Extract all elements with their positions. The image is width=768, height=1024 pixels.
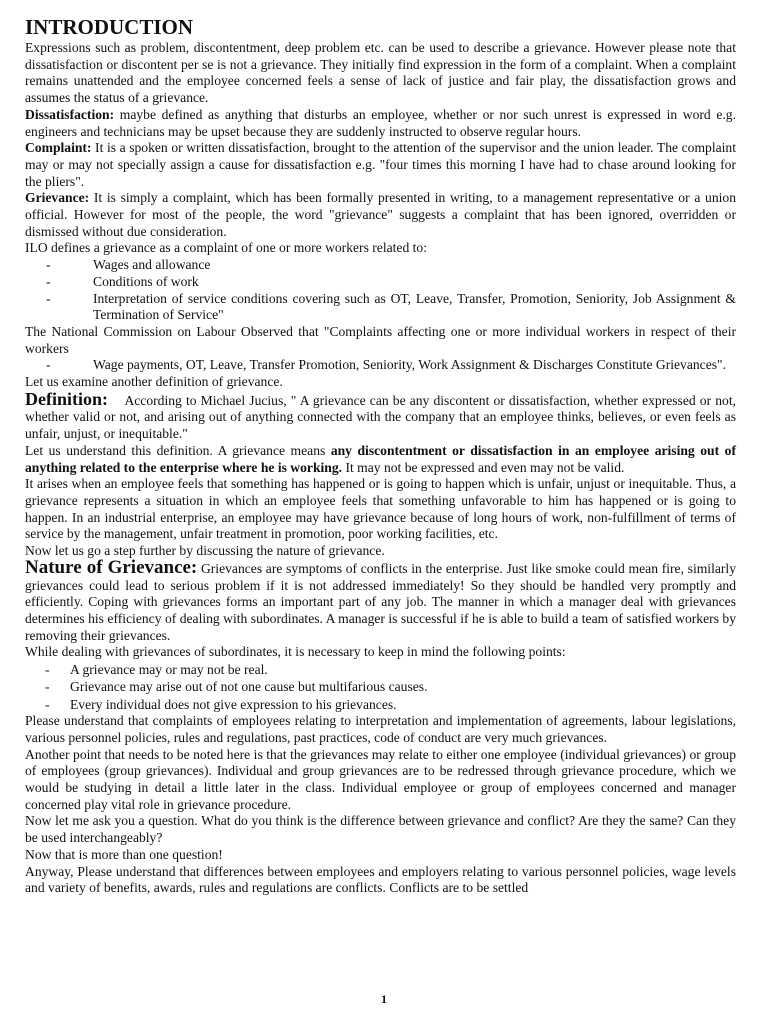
step-further-line: Now let us go a step further by discussing the nature of grievance. <box>25 543 385 559</box>
understand-bold: any discontentment or dissatisfaction in an employee arising out of anything related to the enterprise where he is working. <box>25 442 736 475</box>
complaint-text: It is a spoken or written dissatisfaction, brought to the attention of the supervisor and the union leader. The complaint may or may not specially assign a cause for dissatisfaction e.g. "four times this morning I have had to chase around looking for the pliers". <box>25 140 736 189</box>
definition-paragraph <box>25 388 736 443</box>
nature-text: Grievances are symptoms of conflicts in the enterprise. Just like smoke could mean fire, similarly grievances could lead to serious problem if it is not addressed immediately! So they should be handled very promptly and efficiently. Coping with grievances forms an important part of any job. The manner in which a manager deal with grievances determines his efficiency of dealing with subordinates. A manager is successful if he is able to build a team of satisfied workers by removing their grievances. <box>25 560 736 643</box>
points-list <box>25 661 736 713</box>
complaint-term: Complaint: <box>25 140 92 156</box>
anyway-paragraph: Anyway, Please understand that differences between employees and employers relating to various personnel policies, wage levels and variety of benefits, awards, rules and regulations are conflicts. Conflicts are to be settled <box>25 863 736 896</box>
grievance-paragraph <box>25 190 736 240</box>
list-item <box>25 257 736 274</box>
arises-paragraph: It arises when an employee feels that something has happened or is going to happen which is unfair, unjust or inequitable. Thus, a grievance represents a situation in which an employee feels that something unfavorable to him has happened or is going to happen. In an industrial enterprise, an employee may have grievance because of long hours of work, non-fulfillment of terms of service by the management, unfair treatment in promotion, poor working facilities, etc. <box>25 476 736 542</box>
list-item <box>25 274 736 291</box>
list-item <box>25 291 736 324</box>
points-intro: While dealing with grievances of subordinates, it is necessary to keep in mind the following points: <box>25 644 566 660</box>
understand-tail: It may not be expressed and even may not be valid. <box>342 459 625 475</box>
list-item-text: Interpretation of service conditions covering such as OT, Leave, Transfer, Promotion, Seniority, Job Assignment & Termination of Service" <box>93 290 736 323</box>
list-item <box>25 696 736 713</box>
dash-marker: - <box>45 679 50 695</box>
more-than-one-line: Now that is more than one question! <box>25 846 223 862</box>
intro-paragraph: Expressions such as problem, discontentment, deep problem etc. can be used to describe a grievance. However please note that dissatisfaction or discontent per se is not a grievance. They initially find expression in the form of a complaint. When a complaint remains unattended and the employee concerned feels a sense of lack of justice and fair play, the dissatisfaction grows and assumes the status of a grievance. <box>25 40 736 106</box>
list-item-text: Every individual does not give expression to his grievances. <box>70 696 397 712</box>
dash-marker: - <box>45 696 50 712</box>
commission-list <box>25 357 736 374</box>
document-page <box>25 14 736 897</box>
dash-marker: - <box>46 257 51 273</box>
complaint-paragraph <box>25 140 736 190</box>
understand-lead: Let us understand this definition. A grievance means <box>25 442 331 458</box>
question-paragraph: Now let me ask you a question. What do you think is the difference between grievance and conflict? Are they the same? Can they be used interchangeably? <box>25 813 736 846</box>
list-item-text: Grievance may arise out of not one cause but multifarious causes. <box>70 679 428 695</box>
page-number: 1 <box>381 992 387 1006</box>
list-item <box>25 661 736 678</box>
dissatisfaction-term: Dissatisfaction: <box>25 106 115 122</box>
definition-text: According to Michael Jucius, " A grievance can be any discontent or dissatisfaction, whether expressed or not, whether valid or not, and arising out of anything connected with the company that an employee thinks, believes, or even feels as unfair, unjust, or inequitable." <box>25 392 736 442</box>
dissatisfaction-paragraph <box>25 107 736 140</box>
definition-term: Definition: <box>25 388 108 409</box>
dash-marker: - <box>46 357 51 373</box>
grievance-term: Grievance: <box>25 190 90 206</box>
examine-line: Let us examine another definition of grievance. <box>25 374 283 390</box>
dash-marker: - <box>46 290 51 306</box>
complaints-paragraph: Please understand that complaints of employees relating to interpretation and implementation of agreements, labour legislations, various personnel policies, rules and regulations, past practices, code of conduct are very much grievances. <box>25 713 736 745</box>
list-item <box>25 357 736 374</box>
list-item-text: Wage payments, OT, Leave, Transfer Promotion, Seniority, Work Assignment & Discharges Constitute Grievances". <box>93 357 726 373</box>
dash-marker: - <box>45 662 50 678</box>
list-item <box>25 678 736 695</box>
dissatisfaction-text: maybe defined as anything that disturbs an employee, whether or nor such unrest is expressed in word e.g. engineers and technicians may be upset because they are suddenly instructed to observe regular hours. <box>25 106 736 139</box>
list-item-text: A grievance may or may not be real. <box>70 662 268 678</box>
understand-paragraph <box>25 443 736 476</box>
nature-paragraph <box>25 556 736 645</box>
dash-marker: - <box>46 273 51 289</box>
list-item-text: Conditions of work <box>93 273 199 289</box>
ilo-list <box>25 257 736 324</box>
page-title: INTRODUCTION <box>25 15 194 39</box>
another-point-paragraph: Another point that needs to be noted here is that the grievances may relate to either one employee (individual grievances) or group of employees (group grievances). Individual and group grievances are to be redressed through grievance procedure, which we would be studying in detail a little later in the class. Individual employee or group of employees concerned and manager concerned play vital role in grievance procedure. <box>25 746 736 812</box>
commission-intro: The National Commission on Labour Observed that "Complaints affecting one or more individual workers in respect of their workers <box>25 323 736 356</box>
grievance-text: It is simply a complaint, which has been formally presented in writing, to a management representative or a union official. However for most of the people, the word "grievance" suggests a complaint that has been ignored, overridden or dismissed without due consideration. <box>25 190 736 239</box>
list-item-text: Wages and allowance <box>93 257 211 273</box>
nature-term: Nature of Grievance: <box>25 556 198 578</box>
ilo-intro: ILO defines a grievance as a complaint of one or more workers related to: <box>25 240 427 256</box>
